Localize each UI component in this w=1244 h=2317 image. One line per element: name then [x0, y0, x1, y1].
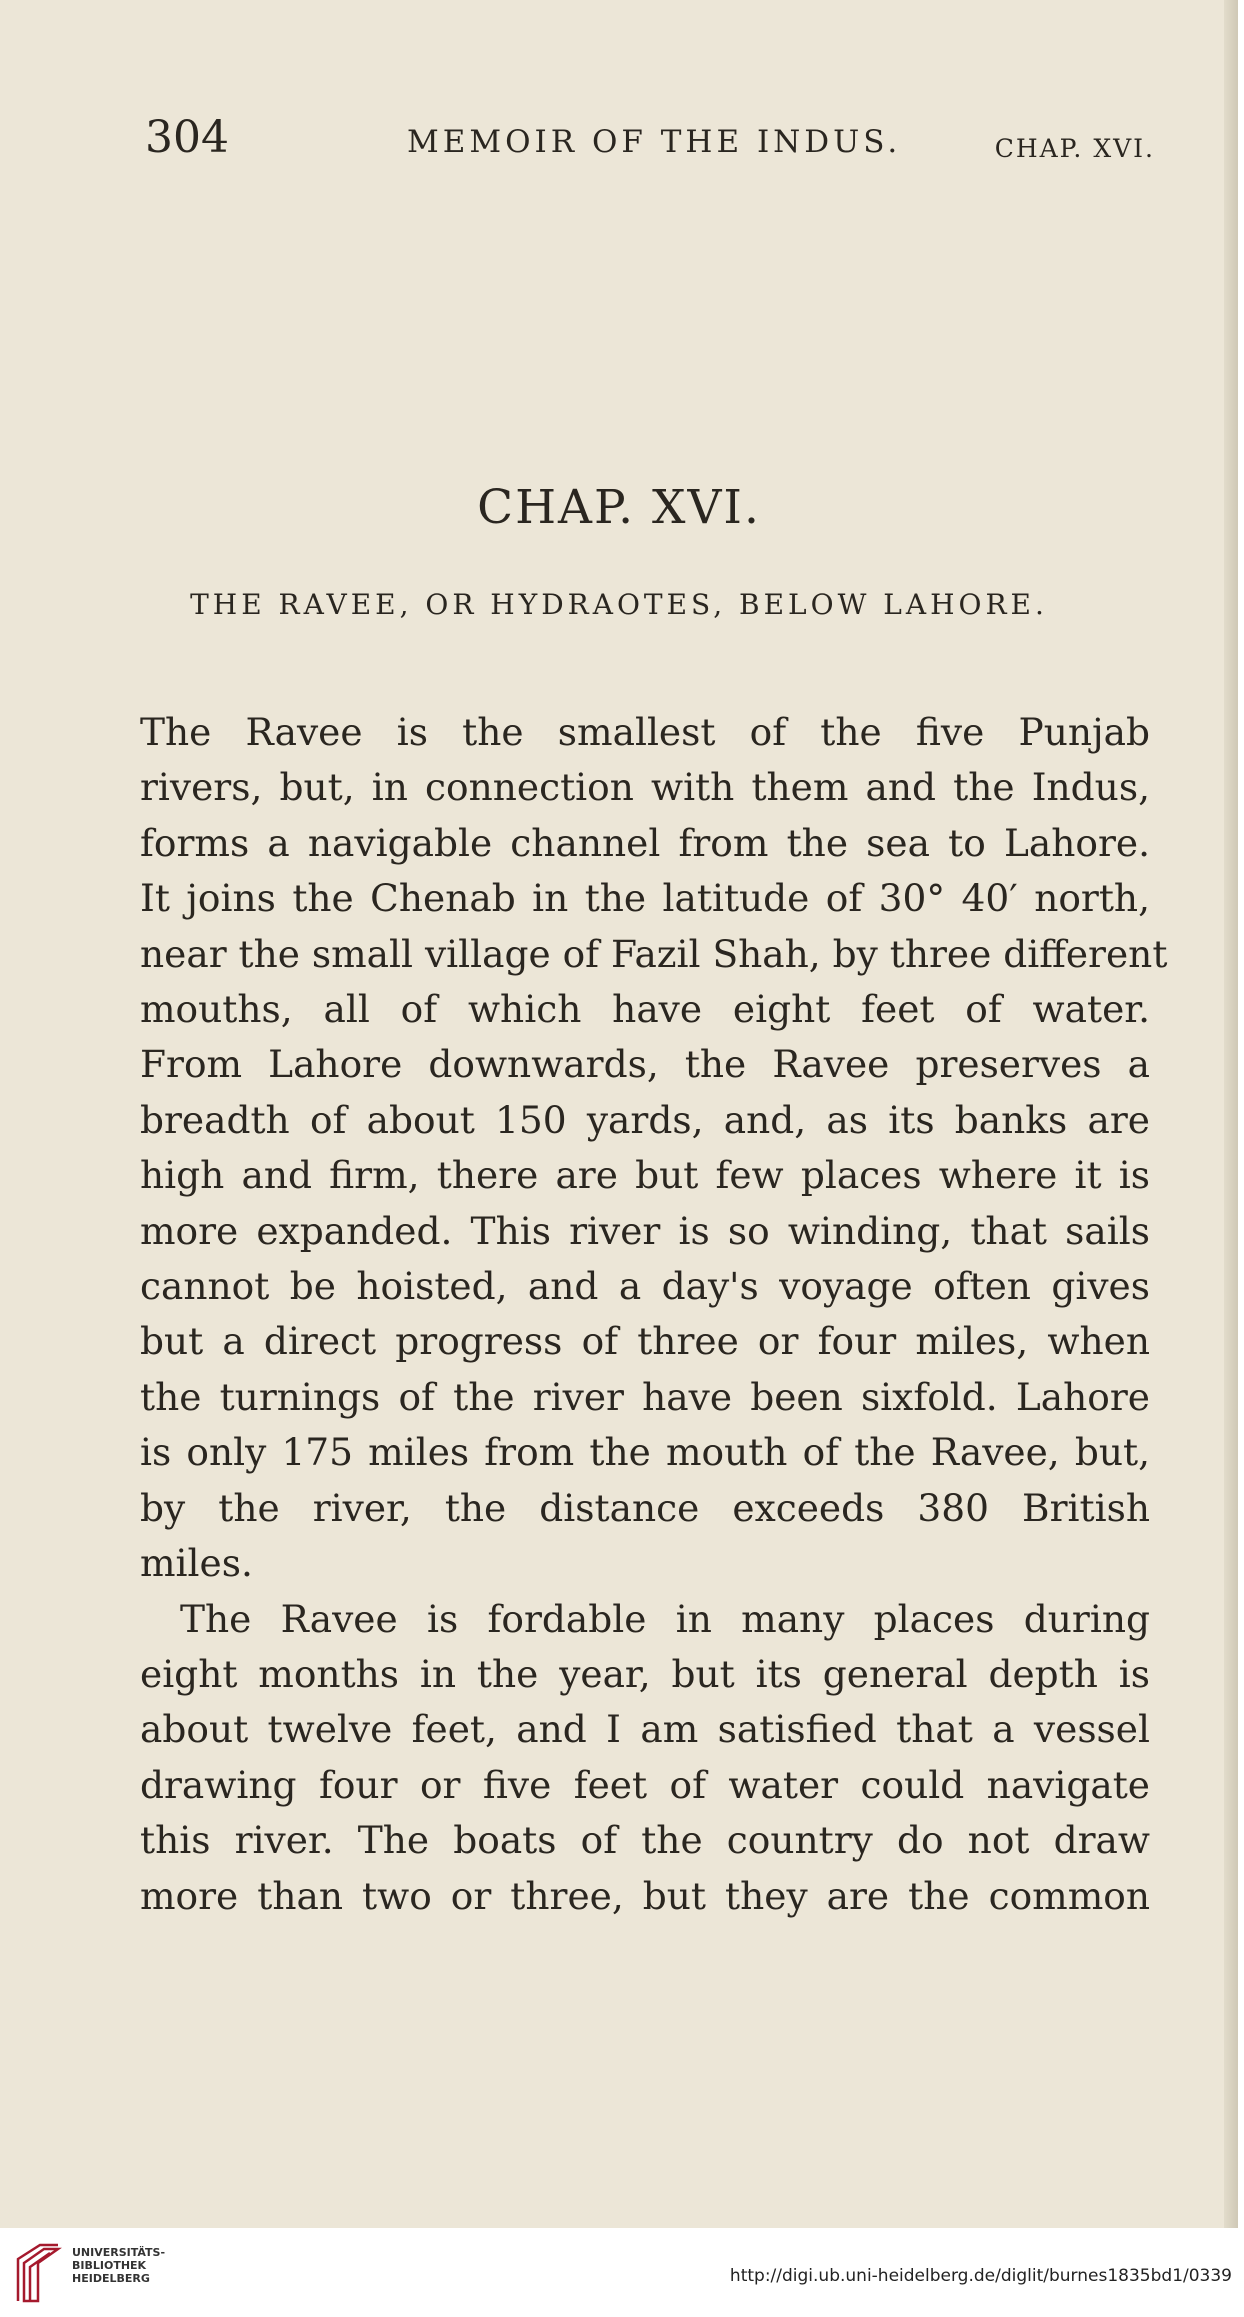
page-edge-shadow: [1224, 0, 1238, 2228]
running-head: [145, 112, 1155, 172]
library-name-line: UNIVERSITÄTS-: [72, 2246, 166, 2259]
text-line: more than two or three, but they are the common: [140, 1873, 1150, 1918]
text-line: eight months in the year, but its general depth is: [140, 1651, 1150, 1696]
text-line: the turnings of the river have been sixfold. Lahore: [140, 1374, 1150, 1419]
text-line: about twelve feet, and I am satisfied that a vessel: [140, 1707, 1150, 1752]
running-title: MEMOIR OF THE INDUS.: [407, 124, 902, 160]
text-line: this river. The boats of the country do not draw: [140, 1818, 1150, 1863]
text-line: breadth of about 150 yards, and, as its banks are: [140, 1097, 1150, 1142]
library-name-line: HEIDELBERG: [72, 2272, 150, 2285]
text-line: drawing four or five feet of water could navigate: [140, 1762, 1150, 1807]
text-line: mouths, all of which have eight feet of water.: [140, 987, 1150, 1032]
body-text: [140, 705, 1168, 1924]
text-line: rivers, but, in connection with them and the Indus,: [140, 765, 1150, 810]
text-line: cannot be hoisted, and a day's voyage often gives: [140, 1264, 1150, 1309]
text-line: miles.: [140, 1541, 253, 1586]
text-line: high and firm, there are but few places where it is: [140, 1153, 1150, 1198]
running-chapter: CHAP. XVI.: [994, 134, 1155, 163]
library-name-line: BIBLIOTHEK: [72, 2259, 147, 2272]
source-url[interactable]: http://digi.ub.uni-heidelberg.de/diglit/burnes1835bd1/0339: [729, 2266, 1232, 2286]
text-line: The Ravee is the smallest of the five Punjab: [140, 710, 1150, 754]
text-line: more expanded. This river is so winding, that sails: [140, 1208, 1150, 1253]
text-line: The Ravee is fordable in many places during: [180, 1596, 1150, 1641]
university-library-logo-icon: [14, 2243, 64, 2305]
text-line: by the river, the distance exceeds 380 British: [140, 1485, 1150, 1530]
text-line: forms a navigable channel from the sea to Lahore.: [140, 820, 1150, 865]
library-name: [72, 2246, 165, 2285]
footer-bar: [0, 2228, 1244, 2317]
text-line: is only 175 miles from the mouth of the Ravee, but,: [140, 1430, 1150, 1475]
text-line: It joins the Chenab in the latitude of 30° 40′ north,: [140, 876, 1150, 921]
text-line: near the small village of Fazil Shah, by three different: [140, 931, 1168, 976]
chapter-title: CHAP. XVI.: [477, 480, 761, 535]
page-number: 304: [145, 112, 229, 163]
chapter-subtitle: THE RAVEE, OR HYDRAOTES, BELOW LAHORE.: [190, 588, 1048, 621]
text-line: but a direct progress of three or four miles, when: [140, 1319, 1150, 1364]
text-line: From Lahore downwards, the Ravee preserves a: [140, 1042, 1150, 1087]
